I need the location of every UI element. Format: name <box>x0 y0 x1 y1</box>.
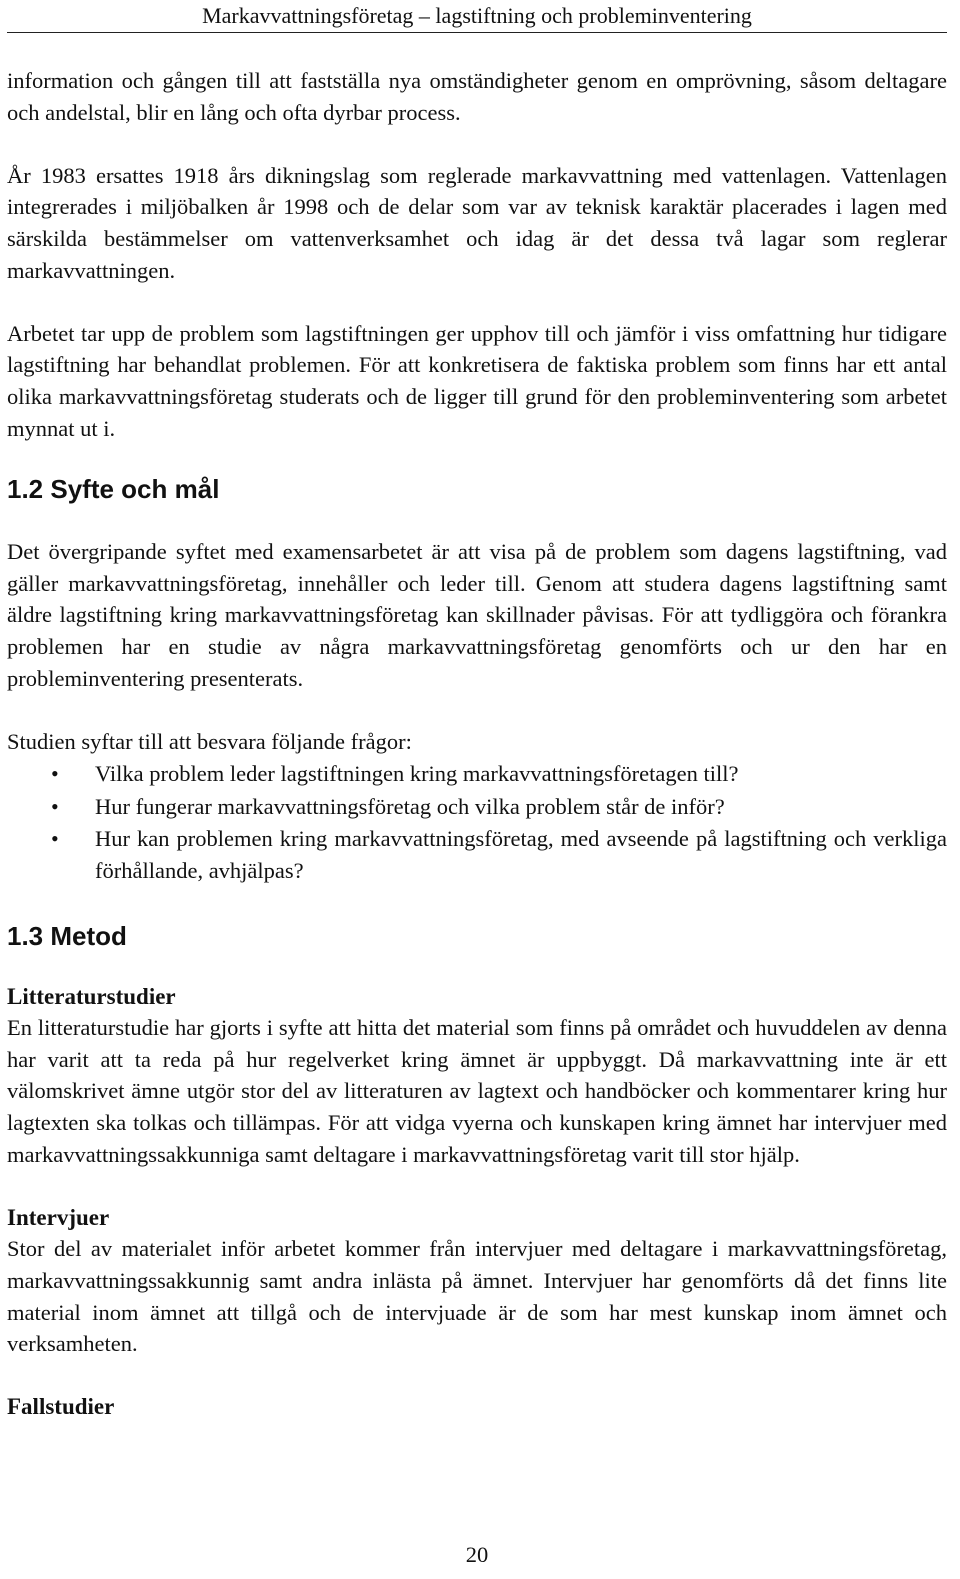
questions-intro: Studien syftar till att besvara följande frågor: <box>7 728 412 754</box>
subheading-litteraturstudier: Litteraturstudier <box>7 983 176 1009</box>
page-content <box>7 65 947 1423</box>
bullet-icon: • <box>51 761 59 787</box>
paragraph-history: År 1983 ersattes 1918 års dikningslag som reglerade markavvattning med vattenlagen. Vattenlagen integrerades i miljöbalken år 1998 och de delar som var av teknisk karaktär placerades i lagen med särskilda bestämmelser om vattenverksamhet och idag är det dessa två lagar som reglerar markavvattningen. <box>7 162 947 283</box>
question-text: Hur fungerar markavvattningsföretag och vilka problem står de inför? <box>95 793 725 819</box>
paragraph-intervjuer: Stor del av materialet inför arbetet kommer från intervjuer med deltagare i markavvattningsföretag, markavvattningssakkunnig samt andra inlästa på ämnet. Intervjuer har genomförts då det finns lite material inom ämnet att tillgå och de intervjuade är de som har mest kunskap inom ämnet och verksamheten. <box>7 1236 947 1357</box>
running-header: Markavvattningsföretag – lagstiftning och probleminventering <box>7 0 947 33</box>
question-list <box>7 758 947 886</box>
subheading-fallstudier: Fallstudier <box>7 1394 115 1420</box>
section-heading-syfte: 1.2 Syfte och mål <box>7 474 220 505</box>
question-item <box>7 791 947 823</box>
paragraph-intro-continuation: information och gången till att fastställa nya omständigheter genom en omprövning, såsom deltagare och andelstal, blir en lång och ofta dyrbar process. <box>7 68 947 125</box>
question-item <box>7 758 947 790</box>
paragraph-purpose: Det övergripande syftet med examensarbetet är att visa på de problem som dagens lagstiftning, vad gäller markavvattningsföretag, innehåller och leder till. Genom att studera dagens lagstiftning samt äldre lagstiftning kring markavvattningsföretag kan skillnader påvisas. För att tydliggöra och förankra problemen har en studie av några markavvattningsföretag genomförts och ur den har en probleminventering presenterats. <box>7 539 947 691</box>
question-item <box>7 823 947 886</box>
subheading-intervjuer: Intervjuer <box>7 1204 110 1230</box>
question-text: Vilka problem leder lagstiftningen kring markavvattningsföretagen till? <box>95 761 739 787</box>
bullet-icon: • <box>51 826 59 852</box>
page-number: 20 <box>465 1542 489 1567</box>
section-heading-metod: 1.3 Metod <box>7 920 127 951</box>
paragraph-scope: Arbetet tar upp de problem som lagstiftningen ger upphov till och jämför i viss omfattning hur tidigare lagstiftning har behandlat problemen. För att konkretisera de faktiska problem som finns har ett antal olika markavvattningsföretag studerats och de ligger till grund för den probleminventering som arbetet mynnat ut i. <box>7 320 947 441</box>
document-page <box>7 0 947 1579</box>
bullet-icon: • <box>51 793 59 819</box>
paragraph-litteraturstudier: En litteraturstudie har gjorts i syfte att hitta det material som finns på området och huvuddelen av denna har varit att ta reda på hur regelverket kring ämnet är uppbyggt. Då markavvattning inte är ett välomskrivet ämne utgör stor del av litteraturen av lagtext och handböcker och kommentarer kring hur lagtexten ska tolkas och tillämpas. För att vidga vyerna och kunskapen kring ämnet har intervjuer med markavvattningssakkunniga samt deltagare i markavvattningsföretag varit till stor hjälp. <box>7 1015 947 1167</box>
question-text: Hur kan problemen kring markavvattningsföretag, med avseende på lagstiftning och verkliga förhållande, avhjälpas? <box>95 826 947 884</box>
